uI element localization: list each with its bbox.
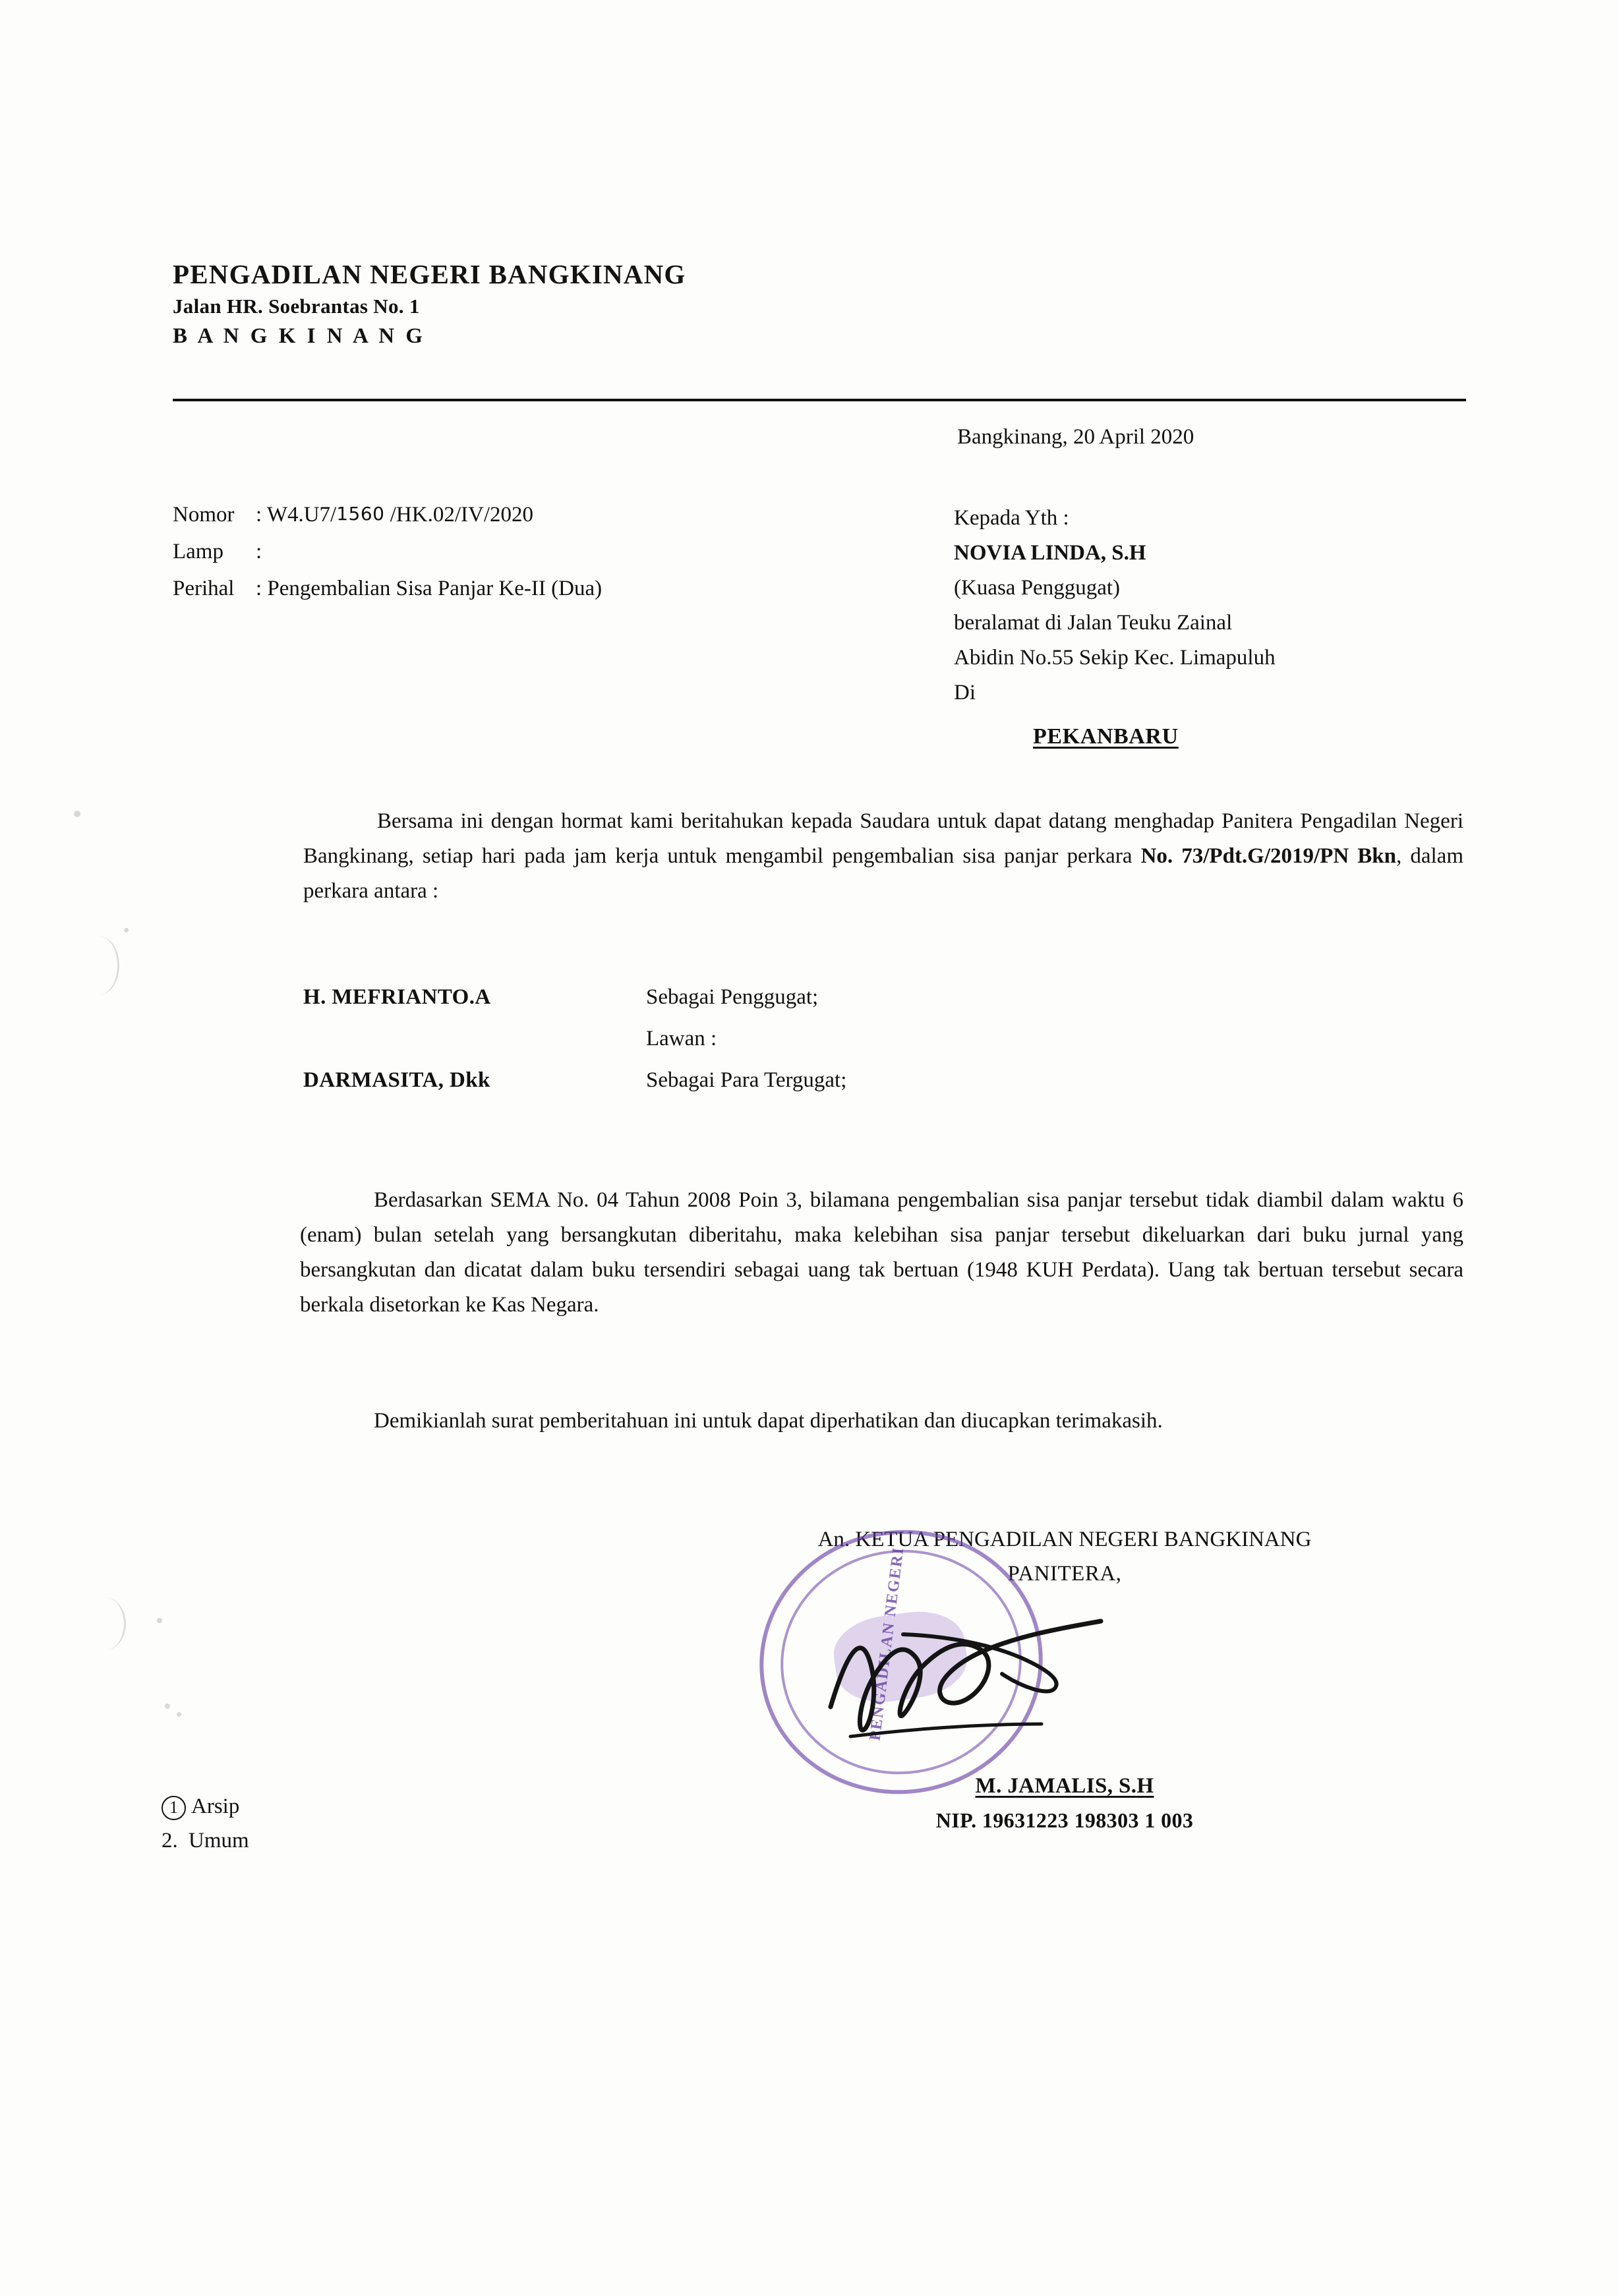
addressee-di: Di <box>954 681 976 704</box>
list-item-label: Arsip <box>191 1794 240 1818</box>
list-item-label: Umum <box>189 1829 249 1852</box>
reference-perihal-value: Pengembalian Sisa Panjar Ke-II (Dua) <box>267 577 603 600</box>
addressee-address-line1: beralamat di Jalan Teuku Zainal <box>954 611 1233 635</box>
addressee-city: PEKANBARU <box>1033 724 1179 749</box>
addressee-salutation: Kepada Yth : <box>954 506 1069 530</box>
reference-perihal-row <box>173 570 602 607</box>
addressee-block <box>954 501 1481 754</box>
case-number: No. 73/Pdt.G/2019/PN Bkn <box>1140 844 1396 868</box>
distribution-list <box>162 1789 249 1858</box>
reference-block <box>173 496 602 607</box>
addressee-name: NOVIA LINDA, S.H <box>954 541 1146 565</box>
paragraph-2-text: Berdasarkan SEMA No. 04 Tahun 2008 Poin 3, bilamana pengembalian sisa panjar tersebut tidak diambil dalam waktu 6 (enam) bulan setelah yang bersangkutan diberitahu, maka kelebihan sisa panjar tersebut dikeluarkan dari buku jurnal yang bersangkutan dan dicatat dalam buku tersendiri sebagai uang tak bertuan (1948 KUH Perdata). Uang tak bertuan tersebut secara berkala disetorkan ke Kas Negara. <box>300 1188 1463 1317</box>
reference-nomor-prefix: W4.U7/ <box>266 503 337 527</box>
letterhead <box>173 258 1465 349</box>
body-paragraph-3 <box>300 1404 1463 1439</box>
reference-lamp-label: Lamp <box>173 540 223 563</box>
signatory-name: M. JAMALIS, S.H <box>975 1774 1154 1798</box>
list-item-number: 2. <box>162 1829 178 1852</box>
reference-nomor-row <box>173 496 602 533</box>
scan-artifact <box>74 811 80 817</box>
circled-one-marker: 1 <box>162 1796 186 1820</box>
institution-city: B A N G K I N A N G <box>173 324 426 348</box>
scan-artifact <box>157 1618 162 1623</box>
defendant-name: DARMASITA, Dkk <box>303 1068 490 1092</box>
plaintiff-name: H. MEFRIANTO.A <box>303 985 491 1009</box>
scan-artifact <box>177 1712 181 1717</box>
signature-block <box>659 1522 1470 1837</box>
parties-block <box>303 985 1470 1110</box>
reference-perihal-label: Perihal <box>173 577 235 600</box>
stamp-text: PENGADILAN NEGERI <box>866 1545 908 1742</box>
signature-title: PANITERA, <box>1007 1562 1122 1586</box>
header-divider <box>173 399 1466 401</box>
party-row <box>303 1068 1470 1093</box>
scan-artifact <box>124 928 129 933</box>
addressee-address-line2: Abidin No.55 Sekip Kec. Limapuluh <box>954 646 1276 670</box>
institution-name: PENGADILAN NEGERI BANGKINANG <box>173 259 686 289</box>
date-line: Bangkinang, 20 April 2020 <box>957 425 1194 449</box>
reference-nomor-label: Nomor <box>173 503 235 527</box>
body-paragraph-2 <box>300 1183 1463 1323</box>
body-paragraph-1 <box>303 804 1463 909</box>
paragraph-1-text-part1: Bersama ini dengan hormat kami beritahukan kepada Saudara untuk dapat datang menghadap Panitera Pengadilan Negeri Bangkinang, setiap hari pada jam kerja untuk mengambil pengembalian sisa panjar perkara <box>303 809 1463 868</box>
addressee-role: (Kuasa Penggugat) <box>954 576 1121 600</box>
scan-artifact <box>84 1597 126 1650</box>
list-item <box>162 1789 249 1823</box>
versus-label: Lawan : <box>646 1027 717 1050</box>
reference-nomor-handwritten: 1560 <box>336 503 385 525</box>
defendant-role: Sebagai Para Tergugat; <box>646 1068 847 1092</box>
reference-nomor-separator: : <box>256 503 262 527</box>
reference-lamp-row <box>173 533 602 570</box>
institution-address: Jalan HR. Soebrantas No. 1 <box>173 295 420 318</box>
signature-authority-line: An. KETUA PENGADILAN NEGERI BANGKINANG <box>817 1528 1312 1551</box>
plaintiff-role: Sebagai Penggugat; <box>646 985 819 1009</box>
reference-lamp-separator: : <box>256 540 262 563</box>
scan-artifact <box>165 1704 170 1709</box>
signatory-nip: NIP. 19631223 198303 1 003 <box>935 1808 1194 1832</box>
paragraph-1-text-part2: , dalam perkara antara : <box>303 844 1463 903</box>
paragraph-3-text: Demikianlah surat pemberitahuan ini untuk dapat diperhatikan dan diucapkan terimakasih. <box>374 1409 1163 1433</box>
scan-artifact <box>78 936 119 995</box>
list-item <box>162 1823 249 1858</box>
party-row <box>303 985 1470 1010</box>
reference-nomor-suffix: /HK.02/IV/2020 <box>390 503 533 527</box>
reference-perihal-separator: : <box>256 577 262 600</box>
